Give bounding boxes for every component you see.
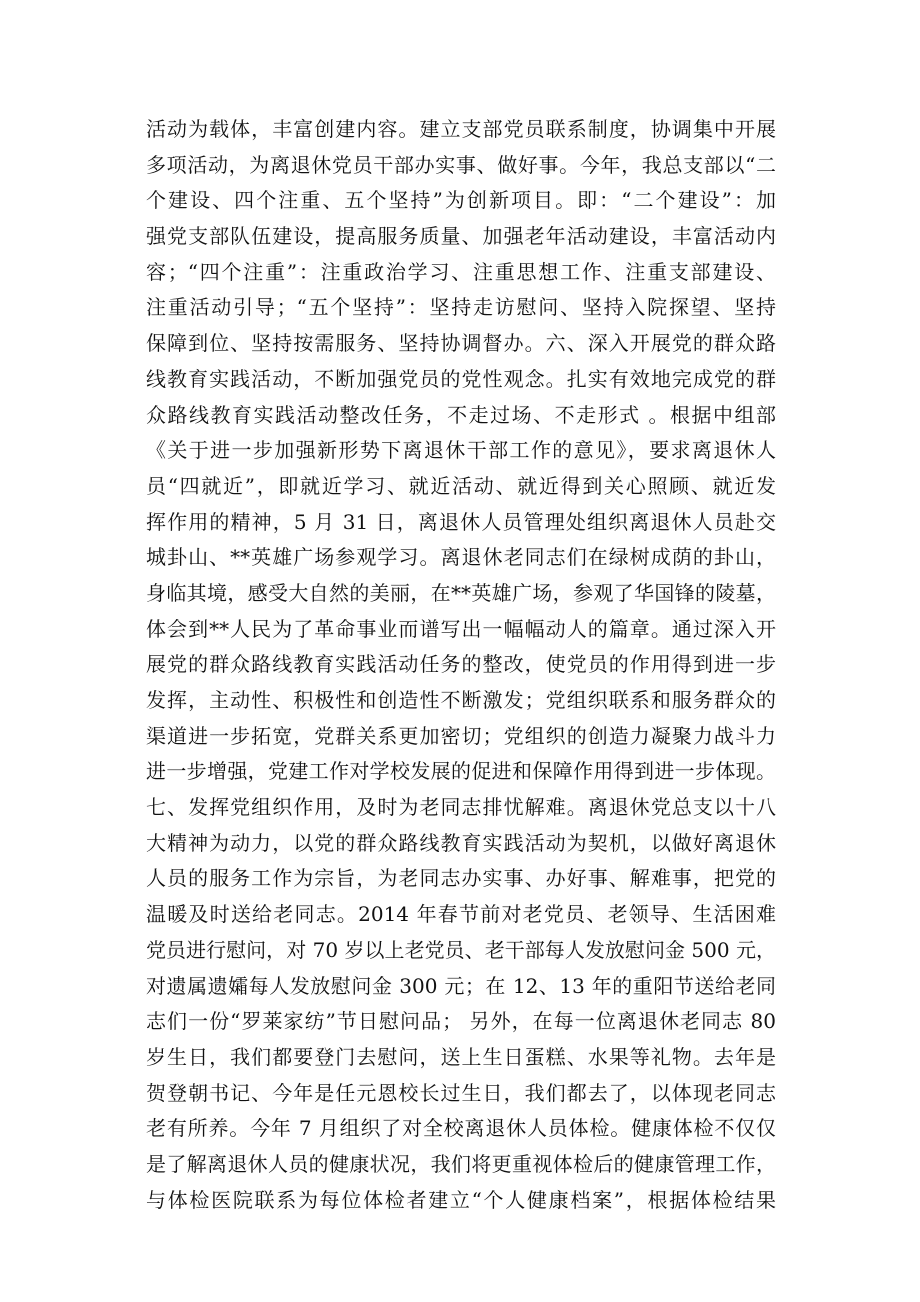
text-line: 岁生日，我们都要登门去慰问，送上生日蛋糕、水果等礼物。去年是 [146, 1044, 776, 1069]
text-line: 保障到位、坚持按需服务、坚持协调督办。六、深入开展党的群众路 [146, 331, 776, 356]
text-line: 员“四就近”，即就近学习、就近活动、就近得到关心照顾、就近发 [146, 473, 776, 498]
text-line: 注重活动引导；“五个坚持”：坚持走访慰问、坚持入院探望、坚持 [146, 295, 776, 320]
text-line: 大精神为动力，以党的群众路线教育实践活动为契机，以做好离退休 [146, 830, 776, 855]
text-line: 容；“四个注重”：注重政治学习、注重思想工作、注重支部建设、 [146, 259, 776, 284]
text-line: 与体检医院联系为每位体检者建立“个人健康档案”，根据体检结果 [146, 1187, 776, 1212]
text-line: 老有所养。今年 7 月组织了对全校离退休人员体检。健康体检不仅仅 [146, 1116, 776, 1141]
text-line: 温暖及时送给老同志。2014 年春节前对老党员、老领导、生活困难 [146, 902, 776, 927]
text-line: 体会到**人民为了革命事业而谱写出一幅幅动人的篇章。通过深入开 [146, 616, 776, 641]
text-line: 线教育实践活动，不断加强党员的党性观念。扎实有效地完成党的群 [146, 366, 776, 391]
text-line: 多项活动，为离退休党员干部办实事、做好事。今年，我总支部以“二 [146, 152, 776, 177]
text-line: 党员进行慰问，对 70 岁以上老党员、老干部每人发放慰问金 500 元， [146, 937, 776, 962]
text-line: 人员的服务工作为宗旨，为老同志办实事、办好事、解难事，把党的 [146, 866, 776, 891]
text-line: 七、发挥党组织作用，及时为老同志排忧解难。离退休党总支以十八 [146, 795, 776, 820]
text-line: 强党支部队伍建设，提高服务质量、加强老年活动建设，丰富活动内 [146, 224, 776, 249]
body-text [146, 112, 776, 1218]
text-line: 对遗属遗孀每人发放慰问金 300 元；在 12、13 年的重阳节送给老同 [146, 973, 776, 998]
text-line: 发挥，主动性、积极性和创造性不断激发；党组织联系和服务群众的 [146, 688, 776, 712]
text-line: 志们一份“罗莱家纺”节日慰问品； 另外，在每一位离退休老同志 80 [146, 1009, 776, 1034]
text-line: 城卦山、**英雄广场参观学习。离退休老同志们在绿树成荫的卦山， [146, 545, 776, 570]
text-line: 展党的群众路线教育实践活动任务的整改，使党员的作用得到进一步 [146, 652, 776, 677]
text-line: 进一步增强，党建工作对学校发展的促进和保障作用得到进一步体现。 [146, 759, 776, 784]
text-line: 贺登朝书记、今年是任元恩校长过生日，我们都去了，以体现老同志 [146, 1080, 776, 1105]
text-line: 活动为载体，丰富创建内容。建立支部党员联系制度，协调集中开展 [146, 117, 776, 141]
text-line: 众路线教育实践活动整改任务，不走过场、不走形式 。根据中组部 [146, 402, 776, 427]
text-line: 身临其境，感受大自然的美丽，在**英雄广场，参观了华国锋的陵墓， [146, 580, 776, 605]
text-line: 挥作用的精神，5 月 31 日，离退休人员管理处组织离退休人员赴交 [146, 509, 776, 534]
text-line: 是了解离退休人员的健康状况，我们将更重视体检后的健康管理工作， [146, 1151, 776, 1176]
text-line: 个建设、四个注重、五个坚持”为创新项目。即：“二个建设”：加 [146, 188, 776, 213]
text-line: 《关于进一步加强新形势下离退休干部工作的意见》，要求离退休人 [146, 438, 776, 463]
text-line: 渠道进一步拓宽，党群关系更加密切；党组织的创造力凝聚力战斗力 [146, 723, 776, 748]
